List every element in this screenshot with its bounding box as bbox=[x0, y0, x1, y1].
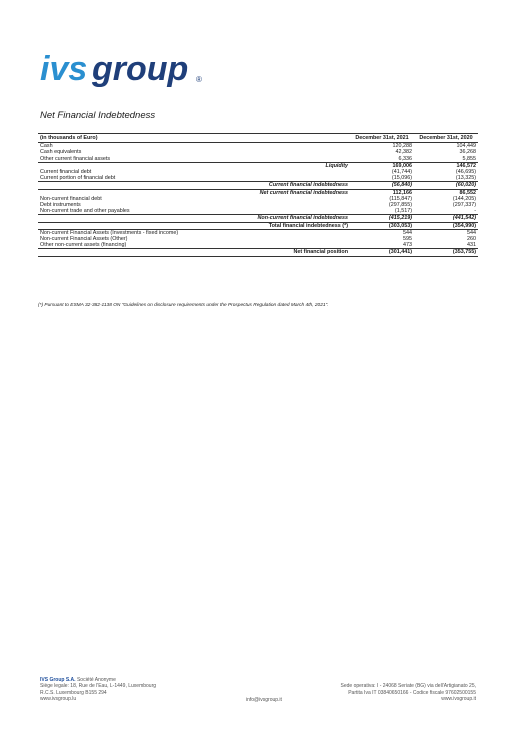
row-value-2020: 36,268 bbox=[459, 149, 476, 156]
row-value-2020: (46,695) bbox=[455, 169, 476, 176]
row-value-2020: 86,552 bbox=[414, 189, 478, 196]
table-row-total-financial-indebtedness bbox=[38, 222, 478, 229]
row-value-2021: 120,288 bbox=[392, 143, 412, 150]
row-value-2020: 104,449 bbox=[456, 143, 476, 150]
row-value-2021: (303,053) bbox=[350, 222, 414, 229]
section-title: Net Financial Indebtedness bbox=[40, 110, 156, 121]
table-header-row bbox=[38, 134, 478, 143]
row-value-2021: 595 bbox=[403, 236, 412, 243]
table-row-net-financial-position bbox=[38, 249, 478, 256]
footer-email[interactable]: info@ivsgroup.it bbox=[246, 697, 282, 703]
table-row-net-current-financial-indebtedness bbox=[38, 189, 478, 196]
row-label: Cash equivalents bbox=[40, 149, 82, 156]
row-value-2020: - bbox=[474, 208, 476, 215]
footer-company-name: IVS Group S.A. bbox=[40, 677, 76, 683]
table-row-current-financial-indebtedness bbox=[38, 182, 478, 189]
row-value-2021: 112,166 bbox=[350, 189, 414, 196]
row-label: Debt instruments bbox=[40, 202, 81, 209]
net-financial-indebtedness-table bbox=[38, 133, 478, 257]
row-label: Other current financial assets bbox=[40, 155, 111, 162]
footer-register: R.C.S. Luxembourg B155 294 bbox=[40, 689, 107, 696]
row-value-2021: (1,517) bbox=[394, 208, 412, 215]
footer-address: Siège legale: 18, Rue de l'Eau, L-1449, Luxembourg bbox=[40, 683, 157, 690]
row-value-2020: 5,855 bbox=[462, 155, 476, 162]
table-row bbox=[38, 156, 478, 163]
footer-tax-ids: Partita Iva IT 03840650166 - Codice fiscale 97602500155 bbox=[348, 689, 476, 696]
row-label: Non-current financial debt bbox=[40, 195, 102, 202]
row-value-2020: (144,205) bbox=[452, 195, 476, 202]
row-value-2021: 473 bbox=[403, 242, 412, 249]
row-value-2021: (115,847) bbox=[389, 195, 412, 202]
logo-ivs-text: ivs bbox=[40, 50, 88, 88]
row-value-2021: (297,855) bbox=[388, 202, 412, 209]
row-value-2020: (60,020) bbox=[414, 182, 478, 189]
table-row-non-current-financial-indebtedness bbox=[38, 215, 478, 222]
row-value-2021: (415,219) bbox=[350, 215, 414, 222]
header-col-2021: December 31st, 2021 bbox=[350, 134, 414, 143]
row-value-2020: (354,990) bbox=[414, 222, 478, 229]
row-label: Net current financial indebtedness bbox=[38, 189, 350, 196]
row-label: Net financial position bbox=[38, 249, 350, 256]
row-value-2021: 6,336 bbox=[398, 155, 412, 162]
row-value-2020: (297,337) bbox=[452, 202, 476, 209]
header-col-2020: December 31st, 2020 bbox=[414, 134, 478, 143]
row-value-2021: 544 bbox=[403, 229, 412, 236]
row-label: Current portion of financial debt bbox=[40, 175, 116, 182]
row-label: Non-current trade and other payables bbox=[40, 208, 130, 215]
row-value-2021: (56,840) bbox=[350, 182, 414, 189]
footnote: (*) Pursuant to ESMA 32-382-1138 ON "Guidelines on disclosure requirements under the Prospectus Regulation dated March 4th, 2021". bbox=[38, 303, 329, 308]
logo-group-text: group bbox=[92, 50, 189, 88]
row-value-2021: (301,441) bbox=[350, 249, 414, 256]
row-value-2020: (353,755) bbox=[414, 249, 478, 256]
footer-operational-block bbox=[341, 677, 476, 702]
row-value-2021: (41,744) bbox=[391, 169, 412, 176]
footer-operational-seat: Sede operativa: I - 24068 Seriate (BG) via dell'Artigianato 25, bbox=[340, 683, 476, 690]
footer-website-lu[interactable]: www.ivsgroup.lu bbox=[40, 695, 77, 702]
table-row bbox=[38, 143, 478, 150]
table-row bbox=[38, 242, 478, 249]
row-value-2020: 431 bbox=[467, 242, 476, 249]
row-label: Total financial indebtedness (*) bbox=[38, 222, 350, 229]
row-value-2020: (13,325) bbox=[455, 175, 476, 182]
row-value-2020: (441,542) bbox=[414, 215, 478, 222]
table-row bbox=[38, 229, 478, 236]
footer-company-block bbox=[40, 677, 156, 702]
row-value-2020: 544 bbox=[467, 229, 476, 236]
ivs-group-logo bbox=[40, 50, 210, 90]
row-value-2021: 169,006 bbox=[350, 162, 414, 169]
row-label: Non-current Financial Assets (Investments - fixed income) bbox=[40, 229, 179, 236]
header-label: (in thousands of Euro) bbox=[38, 134, 350, 143]
table-row bbox=[38, 175, 478, 182]
row-label: Current financial debt bbox=[40, 169, 92, 176]
footer-company-type: Société Anonyme bbox=[76, 677, 116, 683]
row-label: Non-current Financial Assets (Other) bbox=[40, 236, 128, 243]
row-value-2020: 260 bbox=[467, 236, 476, 243]
row-value-2020: 146,572 bbox=[414, 162, 478, 169]
table-row bbox=[38, 208, 478, 215]
row-label: Non-current financial indebtedness bbox=[38, 215, 350, 222]
row-label: Liquidity bbox=[38, 162, 350, 169]
row-label: Other non-current assets (financing) bbox=[40, 242, 127, 249]
row-label: Cash bbox=[40, 143, 53, 150]
row-value-2021: (15,096) bbox=[391, 175, 412, 182]
row-label: Current financial indebtedness bbox=[38, 182, 350, 189]
row-value-2021: 42,382 bbox=[395, 149, 412, 156]
footer-website-it[interactable]: www.ivsgroup.it bbox=[441, 695, 476, 702]
logo-registered-mark: ® bbox=[196, 75, 202, 84]
table-row-liquidity bbox=[38, 162, 478, 169]
